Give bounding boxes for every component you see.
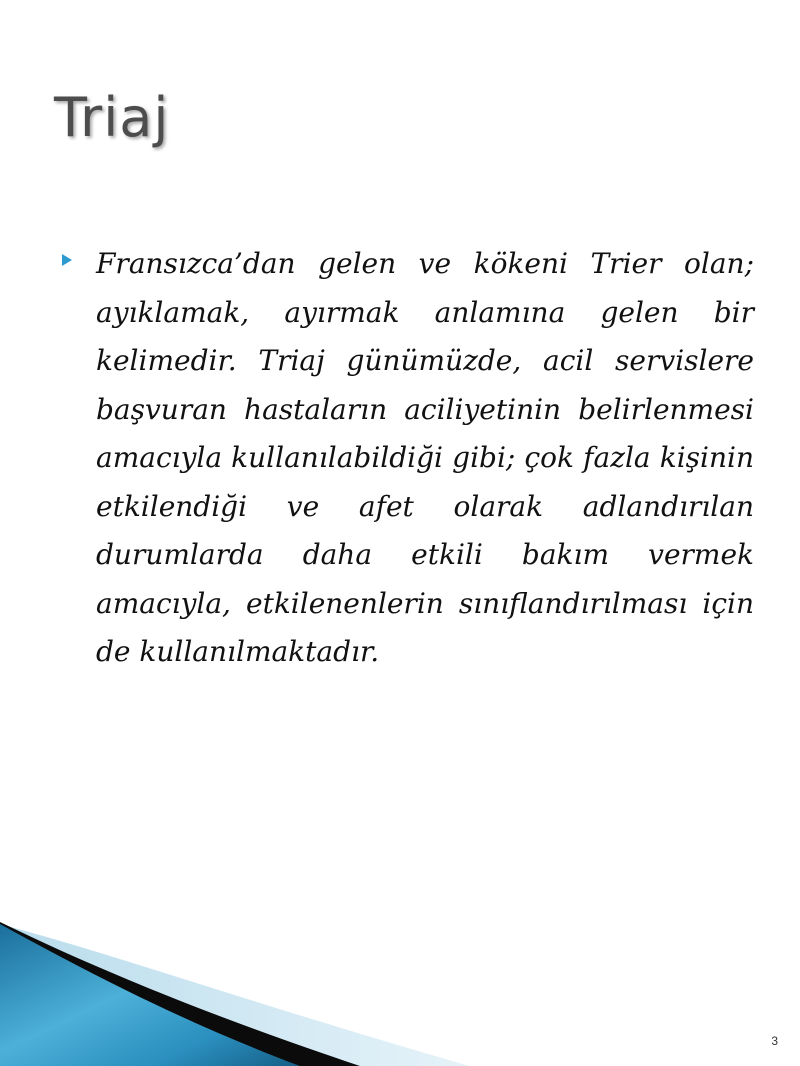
bullet-arrow-icon: [62, 254, 72, 266]
page-number: 3: [771, 1034, 778, 1048]
bullet-item: [62, 240, 754, 677]
slide-title: Triaj: [54, 86, 170, 149]
bullet-text: Fransızca’dan gelen ve kökeni Trier olan; ayıklamak, ayırmak anlamına gelen bir kelimedir. Triaj günümüzde, acil servislere başvuran hastaların aciliyetinin belirlenmesi amacıyla kullanılabildiği gibi; çok fazla kişinin etkilendiği ve afet olarak adlandırılan durumlarda daha etkili bakım vermek amacıyla, etkilenenlerin sınıflandırılması için de kullanılmaktadır.: [96, 247, 754, 668]
slide-content: [62, 240, 754, 677]
corner-wave-decoration: [0, 896, 800, 1066]
